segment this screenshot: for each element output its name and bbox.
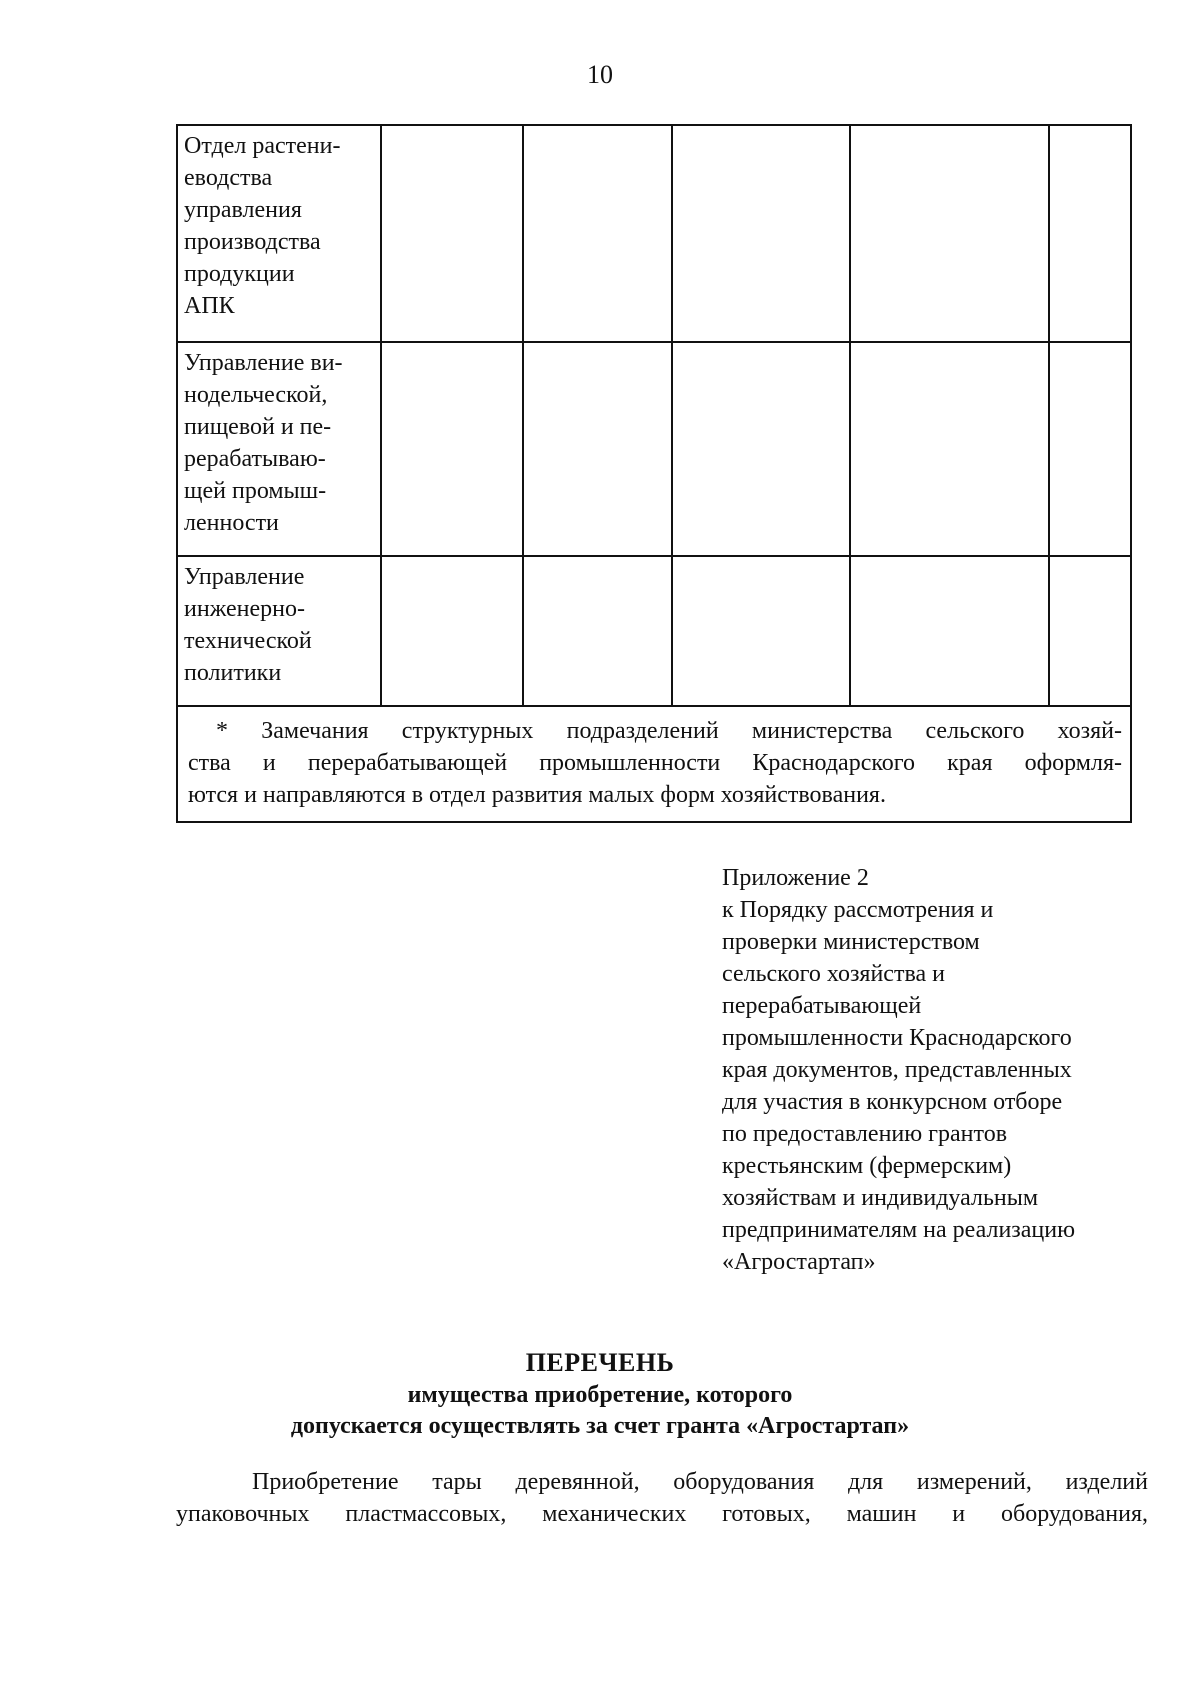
- department-cell: [177, 125, 381, 342]
- department-line: Отдел растени-: [184, 133, 341, 159]
- appendix-line: к Порядку рассмотрения и: [722, 897, 994, 923]
- department-line: инженерно-: [184, 596, 305, 622]
- list-body: [176, 1466, 1148, 1530]
- list-subtitle: имущества приобретение, которого: [407, 1382, 793, 1408]
- empty-cell: [381, 125, 523, 342]
- department-line: продукции: [184, 261, 295, 287]
- appendix-line: для участия в конкурсном отборе: [722, 1089, 1063, 1115]
- department-line: производства: [184, 229, 321, 255]
- department-line: пищевой и пе-: [184, 414, 332, 440]
- list-subtitle: допускается осуществлять за счет гранта «Агростартап»: [290, 1413, 910, 1439]
- empty-cell: [1049, 556, 1131, 706]
- empty-cell: [672, 556, 850, 706]
- appendix-line: сельского хозяйства и: [722, 961, 945, 987]
- appendix-line: «Агростартап»: [722, 1249, 876, 1275]
- department-line: технической: [184, 628, 312, 654]
- appendix-reference: [722, 862, 1142, 1278]
- appendix-line: Приложение 2: [722, 865, 869, 891]
- footnote-line: ства и перерабатывающей промышленности Краснодарского края оформля-: [188, 750, 1122, 776]
- department-cell: [177, 556, 381, 706]
- empty-cell: [672, 125, 850, 342]
- appendix-line: хозяйствам и индивидуальным: [722, 1185, 1039, 1211]
- empty-cell: [523, 125, 672, 342]
- department-line: рерабатываю-: [184, 446, 326, 472]
- department-line: управления: [184, 197, 302, 223]
- empty-cell: [850, 556, 1049, 706]
- appendix-line: крестьянским (фермерским): [722, 1153, 1012, 1179]
- footnote-line: * Замечания структурных подразделений министерства сельского хозяй-: [216, 718, 1122, 744]
- department-line: политики: [184, 660, 282, 686]
- empty-cell: [381, 342, 523, 556]
- empty-cell: [1049, 125, 1131, 342]
- department-review-table: [176, 124, 1132, 823]
- list-heading: [0, 1346, 1200, 1442]
- empty-cell: [381, 556, 523, 706]
- department-line: ленности: [184, 510, 279, 536]
- empty-cell: [523, 342, 672, 556]
- department-line: Управление ви-: [184, 350, 343, 376]
- list-title: ПЕРЕЧЕНЬ: [525, 1348, 675, 1377]
- footnote-cell: [177, 706, 1131, 822]
- department-line: нодельческой,: [184, 382, 328, 408]
- appendix-line: проверки министерством: [722, 929, 980, 955]
- table-row: [177, 125, 1131, 342]
- appendix-line: промышленности Краснодарского: [722, 1025, 1072, 1051]
- body-line: упаковочных пластмассовых, механических готовых, машин и оборудования,: [176, 1501, 1148, 1527]
- department-line: еводства: [184, 165, 273, 191]
- empty-cell: [850, 125, 1049, 342]
- table-row: [177, 556, 1131, 706]
- department-line: Управление: [184, 564, 305, 590]
- appendix-line: перерабатывающей: [722, 993, 922, 1019]
- page-number: 10: [587, 60, 613, 89]
- department-line: щей промыш-: [184, 478, 327, 504]
- department-line: АПК: [184, 293, 235, 319]
- department-cell: [177, 342, 381, 556]
- footnote-line: ются и направляются в отдел развития малых форм хозяйствования.: [188, 782, 886, 808]
- appendix-line: края документов, представленных: [722, 1057, 1072, 1083]
- body-line: Приобретение тары деревянной, оборудования для измерений, изделий: [252, 1469, 1148, 1495]
- empty-cell: [1049, 342, 1131, 556]
- table-row: [177, 342, 1131, 556]
- footnote-row: [177, 706, 1131, 822]
- empty-cell: [672, 342, 850, 556]
- empty-cell: [523, 556, 672, 706]
- appendix-line: предпринимателям на реализацию: [722, 1217, 1076, 1243]
- appendix-line: по предоставлению грантов: [722, 1121, 1008, 1147]
- empty-cell: [850, 342, 1049, 556]
